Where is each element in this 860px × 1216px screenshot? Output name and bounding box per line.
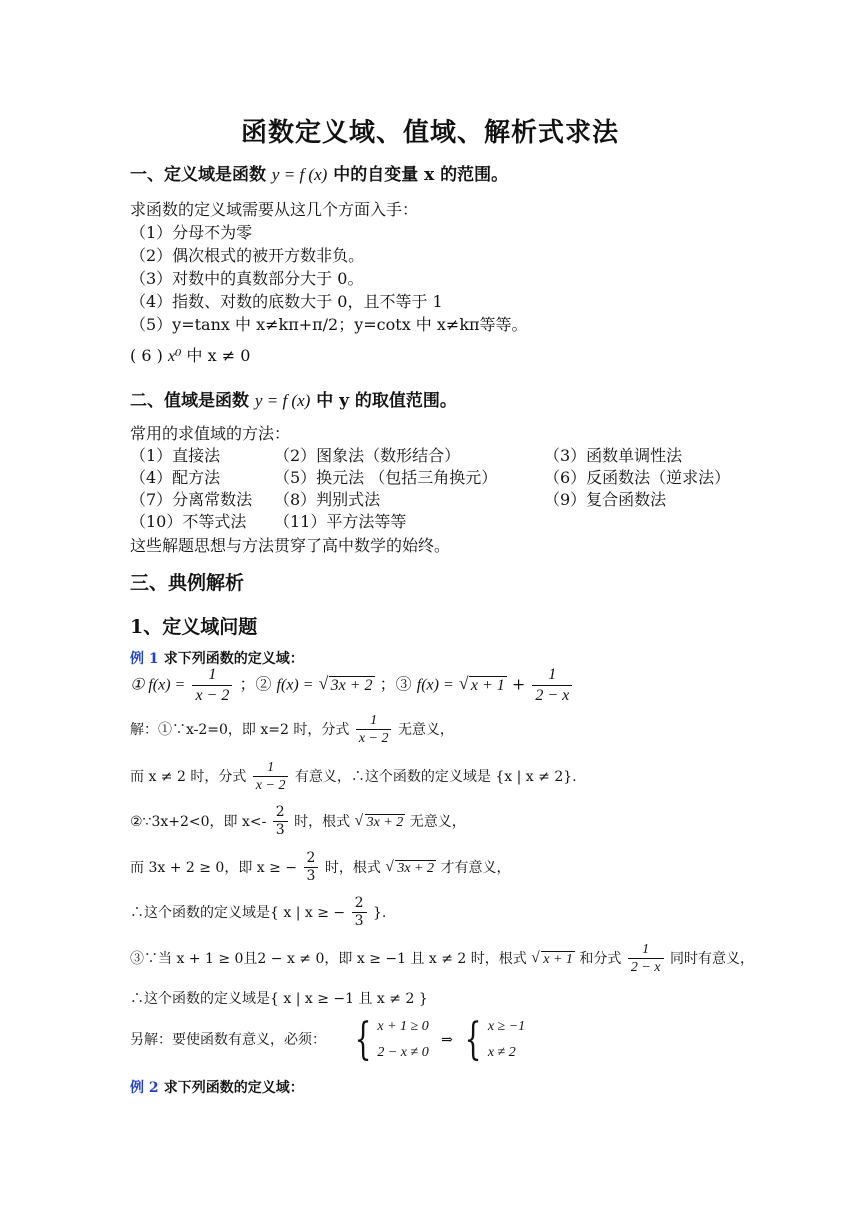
separator: ；②	[239, 674, 272, 694]
list-item: （4）指数、对数的底数大于 0，且不等于 1	[130, 292, 443, 311]
subsection-heading: 1、定义域问题	[130, 616, 258, 638]
radicand: x + 1	[470, 676, 505, 694]
fraction-numerator: 1	[548, 666, 557, 683]
list-item	[130, 344, 250, 368]
implies-icon: ⇒	[441, 1032, 453, 1048]
solution-line	[130, 713, 454, 747]
radicand: 3x + 2	[397, 860, 434, 876]
solution-text: 才有意义，	[440, 859, 511, 876]
solution-text: 无意义，	[397, 721, 454, 738]
example-label: 例 1	[130, 651, 159, 667]
fraction	[192, 666, 232, 704]
heading-text: 一、定义域是函数	[130, 165, 266, 185]
heading-text: 中 y 的取值范围。	[316, 391, 457, 411]
method-item: （8）判别式法	[274, 490, 381, 509]
solution-text: ③∵当 x + 1 ≥ 0且2 − x ≠ 0，即 x ≥ −1 且 x ≠ 2 时，根式	[130, 950, 527, 967]
example-text: 求下列函数的定义域：	[163, 651, 304, 667]
fraction	[532, 666, 572, 704]
section-1-intro: 求函数的定义域需要从这几个方面入手：	[130, 200, 419, 219]
section-3-heading: 三、典例解析	[130, 572, 245, 594]
fraction	[304, 851, 319, 885]
item-label: ( 6 )	[130, 346, 163, 365]
solution-text: 和分式	[579, 950, 622, 967]
solution-text: 无意义，	[409, 813, 466, 830]
fraction-denominator: 3	[273, 821, 288, 838]
solution-line	[130, 942, 754, 976]
radicand: 3x + 2	[366, 814, 404, 830]
fraction-numerator: 1	[642, 942, 650, 957]
radicand: 3x + 2	[330, 676, 373, 694]
heading-text: 中的自变量 x 的范围。	[333, 165, 509, 185]
list-item: （1）分母不为零	[130, 223, 253, 242]
page-title: 函数定义域、值域、解析式求法	[240, 118, 619, 148]
radical: √ x + 1	[458, 672, 505, 694]
inequality: x ≥ −1	[487, 1019, 526, 1034]
radical: √ 3x + 2	[318, 672, 373, 694]
fraction-denominator: x − 2	[253, 776, 289, 793]
example-1-heading	[130, 648, 304, 668]
separator: ；③	[379, 674, 412, 694]
solution-text: 而 x ≠ 2 时，分式	[130, 768, 247, 785]
solution-text: 时，根式	[294, 813, 351, 830]
method-item: （5）换元法 （包括三角换元）	[274, 468, 498, 487]
list-item: （3）对数中的真数部分大于 0。	[130, 269, 364, 288]
fraction-denominator: 2 − x	[628, 958, 664, 975]
item-math: x⁰	[167, 348, 182, 365]
inequality-system	[377, 1014, 428, 1066]
fraction-denominator: 3	[304, 867, 319, 884]
section-2-heading	[130, 386, 457, 411]
radicand: x + 1	[543, 951, 573, 967]
operator: +	[511, 674, 526, 694]
solution-text: 时，根式	[324, 859, 381, 876]
example-text: 求下列函数的定义域：	[163, 1080, 304, 1096]
methods-table	[130, 444, 750, 536]
fraction-numerator: 1	[267, 760, 275, 775]
fraction-denominator: x − 2	[192, 685, 232, 705]
left-brace-icon: {	[464, 1014, 482, 1065]
section-1-heading	[130, 160, 508, 185]
heading-text: 二、值域是函数	[130, 391, 249, 411]
inequality: x ≠ 2	[487, 1045, 516, 1060]
function-label: f(x) =	[416, 676, 454, 694]
solution-line: ∴这个函数的定义域是{ x | x ≥ −1 且 x ≠ 2 }	[130, 991, 428, 1007]
solution-text: 另解：要使函数有意义，必须：	[130, 1032, 326, 1048]
fraction-numerator: 2	[306, 850, 316, 866]
fraction-denominator: 3	[352, 912, 367, 929]
solution-text: ②∵3x+2<0，即 x<-	[130, 813, 267, 830]
solution-text: 而 3x + 2 ≥ 0，即 x ≥ −	[130, 859, 298, 876]
example-2-heading	[130, 1077, 304, 1097]
fraction-numerator: 1	[208, 666, 217, 683]
fraction-numerator: 1	[370, 713, 378, 728]
fraction	[356, 713, 392, 747]
fraction-numerator: 2	[354, 895, 364, 911]
fraction-denominator: x − 2	[356, 729, 392, 746]
solution-line	[130, 805, 466, 839]
section-2-summary: 这些解题思想与方法贯穿了高中数学的始终。	[130, 536, 451, 555]
inequality-system	[488, 1014, 525, 1066]
inequality: 2 − x ≠ 0	[377, 1045, 429, 1060]
solution-text: ∴这个函数的定义域是{ x | x ≥ −	[130, 904, 346, 921]
radical: √ 3x + 2	[385, 857, 434, 876]
method-item: （6）反函数法（逆求法）	[544, 468, 731, 487]
solution-line	[130, 896, 386, 930]
radical: √ x + 1	[531, 948, 573, 967]
method-item: （9）复合函数法	[544, 490, 667, 509]
example-label: 例 2	[130, 1080, 159, 1096]
method-item: （3）函数单调性法	[544, 446, 683, 465]
solution-text: 解：①∵x-2=0，即 x=2 时，分式	[130, 721, 350, 738]
method-item: （4）配方法	[130, 468, 221, 487]
fraction	[253, 760, 289, 794]
section-2-intro: 常用的求值域的方法：	[130, 424, 291, 443]
method-item: （1）直接法	[130, 446, 221, 465]
solution-line	[130, 851, 510, 885]
fraction-denominator: 2 − x	[532, 685, 572, 705]
example-1-functions	[130, 666, 574, 704]
method-item: （11）平方法等等	[274, 512, 407, 531]
solution-line	[130, 760, 577, 794]
item-text: 中 x ≠ 0	[186, 346, 251, 365]
fraction-numerator: 2	[275, 804, 285, 820]
alternative-solution	[130, 1014, 525, 1066]
fraction	[628, 942, 664, 976]
fraction	[352, 896, 367, 930]
inequality: x + 1 ≥ 0	[377, 1019, 429, 1034]
radical: √ 3x + 2	[354, 811, 404, 830]
method-item: （10）不等式法	[130, 512, 247, 531]
function-label: f(x) =	[276, 676, 314, 694]
solution-text: 有意义，∴这个函数的定义域是 {x | x ≠ 2}.	[294, 768, 577, 785]
left-brace-icon: {	[354, 1014, 372, 1065]
fraction	[273, 805, 288, 839]
solution-text: 同时有意义，	[669, 950, 754, 967]
method-item: （7）分离常数法	[130, 490, 253, 509]
heading-math: y = f (x)	[254, 391, 311, 410]
list-item: （2）偶次根式的被开方数非负。	[130, 246, 365, 265]
function-label: ① f(x) =	[130, 676, 186, 694]
solution-text: }.	[372, 904, 387, 921]
heading-math: y = f (x)	[271, 165, 328, 184]
method-item: （2）图象法（数形结合）	[274, 446, 461, 465]
list-item: （5）y=tanx 中 x≠kπ+π/2；y=cotx 中 x≠kπ等等。	[130, 315, 528, 334]
